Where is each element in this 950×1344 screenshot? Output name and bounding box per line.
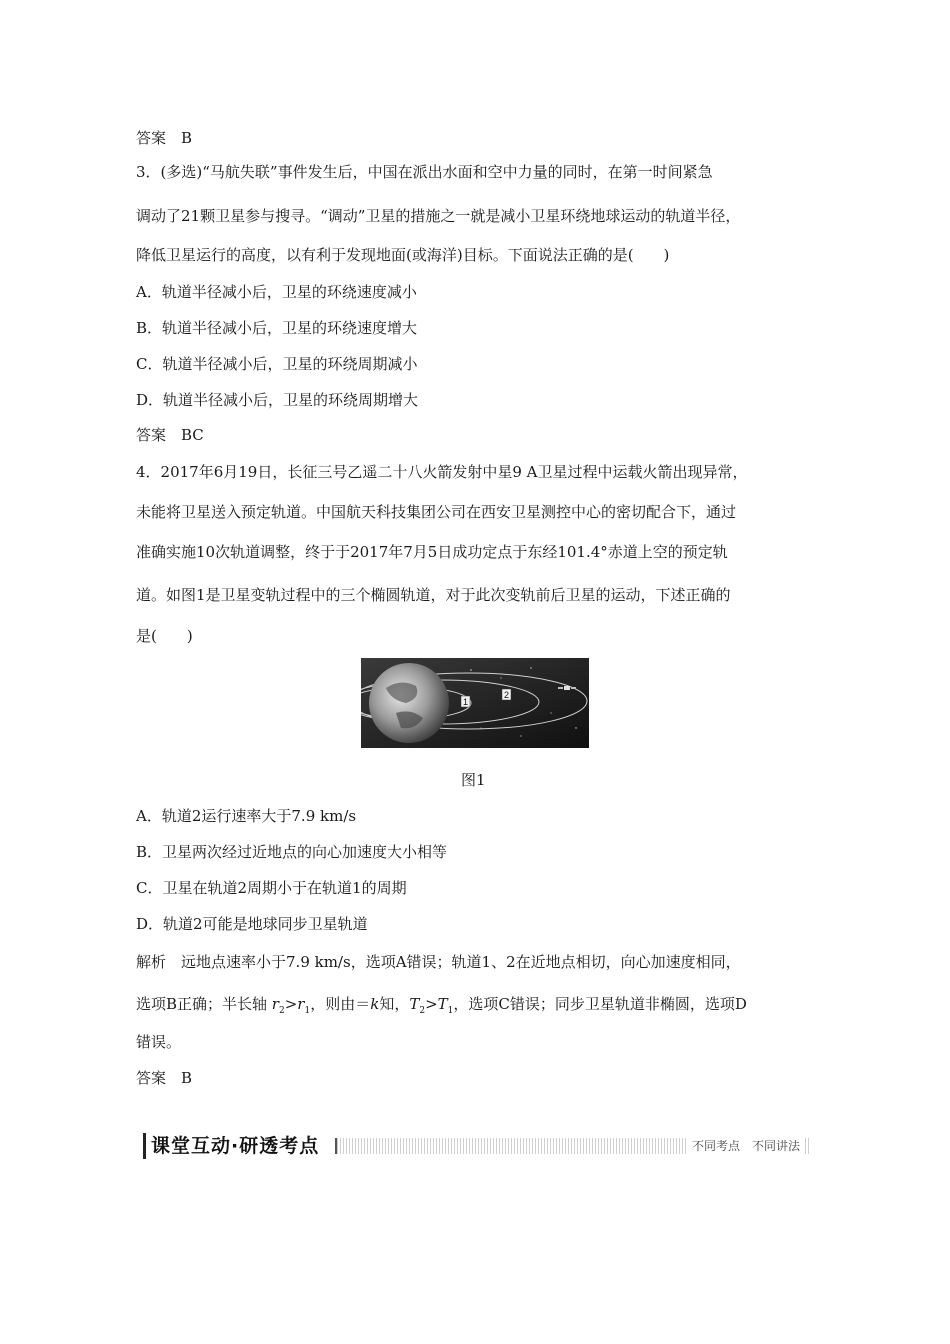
- q3-option-d: D．轨道半径减小后，卫星的环绕周期增大: [136, 391, 419, 409]
- banner-title: 课堂互动·研透考点: [143, 1133, 319, 1159]
- q4-option-a: A．轨道2运行速率大于7.9 km/s: [136, 807, 357, 825]
- var-T1: T: [437, 995, 448, 1013]
- question-4-line-5: 是( ): [136, 627, 193, 645]
- section-banner: [143, 1133, 808, 1159]
- q3-option-b: B．轨道半径减小后，卫星的环绕速度增大: [136, 319, 418, 337]
- analysis-text-4: 知，: [379, 995, 410, 1013]
- question-3-line-3: 降低卫星运行的高度，以有利于发现地面(或海洋)目标。下面说法正确的是( ): [136, 246, 670, 264]
- q3-option-c: C．轨道半径减小后，卫星的环绕周期减小: [136, 355, 418, 373]
- var-r2-sub: 2: [278, 1006, 285, 1016]
- question-4-line-2: 未能将卫星送入预定轨道。中国航天科技集团公司在西安卫星测控中心的密切配合下，通过: [136, 503, 737, 521]
- var-k: k: [370, 995, 380, 1013]
- var-r1-sub: 1: [304, 1006, 311, 1016]
- analysis-text-1: 选项B正确；半长轴: [136, 995, 272, 1013]
- question-3-line-2: 调动了21颗卫星参与搜寻。“调动”卫星的措施之一就是减小卫星环绕地球运动的轨道半径，: [136, 207, 741, 225]
- answer-q3: 答案 BC: [136, 426, 204, 444]
- var-T2-sub: 2: [419, 1006, 426, 1016]
- question-3-line-1: 3．(多选)“马航失联”事件发生后，中国在派出水面和空中力量的同时，在第一时间紧急: [136, 163, 713, 181]
- question-4-line-3: 准确实施10次轨道调整，终于于2017年7月5日成功定点于东经101.4°赤道上空的预定轨: [136, 543, 728, 561]
- var-r1: r: [297, 995, 305, 1013]
- answer-q4: 答案 B: [136, 1069, 193, 1087]
- analysis-text-5: ，选项C错误；同步卫星轨道非椭圆，选项D: [453, 995, 747, 1013]
- satellite-orbit-figure: [361, 658, 589, 748]
- gt-sign-2: >: [425, 995, 438, 1013]
- analysis-line-3: 错误。: [136, 1033, 182, 1051]
- var-T2: T: [409, 995, 420, 1013]
- q4-option-b: B．卫星两次经过近地点的向心加速度大小相等: [136, 843, 448, 861]
- analysis-text-2: ，则由: [310, 995, 356, 1013]
- gt-sign-1: >: [284, 995, 298, 1013]
- q3-option-a: A．轨道半径减小后，卫星的环绕速度减小: [136, 283, 417, 301]
- q4-option-c: C．卫星在轨道2周期小于在轨道1的周期: [136, 879, 407, 897]
- q4-option-d: D．轨道2可能是地球同步卫星轨道: [136, 915, 368, 933]
- orbit-label-1: 1: [462, 697, 469, 707]
- earth: [369, 663, 449, 743]
- answer-q2: 答案 B: [136, 129, 193, 147]
- analysis-line-1: 解析 远地点速率小于7.9 km/s，选项A错误；轨道1、2在近地点相切，向心加速度相同，: [136, 953, 741, 971]
- analysis-text-3: ＝: [355, 995, 371, 1013]
- banner-subtitle: 不同考点 不同讲法: [688, 1133, 804, 1159]
- figure-caption: 图1: [461, 771, 486, 789]
- orbit-label-2: 2: [503, 690, 510, 700]
- var-r2: r: [271, 995, 279, 1013]
- question-4-line-4: 道。如图1是卫星变轨过程中的三个椭圆轨道，对于此次变轨前后卫星的运动，下述正确的: [136, 586, 731, 604]
- question-4-line-1: 4．2017年6月19日，长征三号乙遥二十八火箭发射中星9 A卫星过程中运载火箭出现异常，: [136, 463, 748, 481]
- var-T1-sub: 1: [447, 1006, 454, 1016]
- analysis-line-2: [136, 994, 747, 1021]
